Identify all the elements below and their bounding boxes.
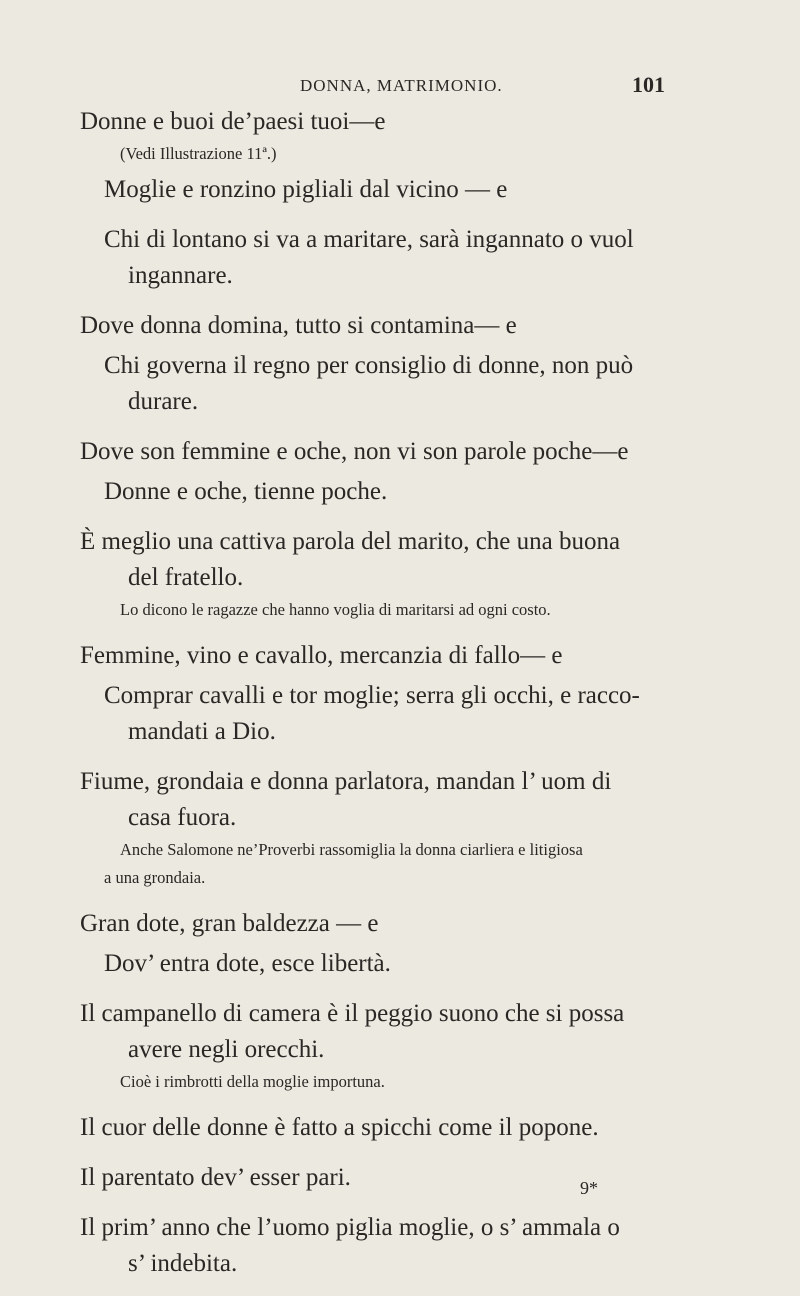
proverb-line: Gran dote, gran baldezza — e [80,910,379,937]
proverb-line: Donne e oche, tienne poche. [104,478,388,505]
proverb-note: (Vedi Illustrazione 11ª.) [120,144,277,163]
proverb-entry [80,638,700,674]
proverb-line-continued: del fratello. [128,564,244,591]
proverb-entry [80,1210,700,1282]
proverb-entry [80,104,700,168]
proverb-line-continued: ingannare. [128,262,233,289]
running-header [0,72,800,106]
proverb-line: Il prim’ anno che l’uomo piglia moglie, o s’ ammala o [80,1214,620,1241]
proverb-entry [80,474,700,510]
proverb-entry [80,308,700,344]
proverb-note: Anche Salomone ne’Proverbi rassomiglia la donna ciarliera e litigiosa [120,840,583,859]
proverb-entry [80,524,700,624]
proverb-line-continued: avere negli orecchi. [128,1036,325,1063]
proverb-line: Il campanello di camera è il peggio suono che si possa [80,1000,625,1027]
page-number: 101 [632,72,665,97]
proverb-entry [80,764,700,892]
proverb-entry [80,1110,700,1146]
header-title: DONNA, MATRIMONIO. [300,76,503,95]
proverb-note: a una grondaia. [104,868,206,887]
proverb-entry [80,172,700,208]
proverb-line: Dove donna domina, tutto si contamina— e [80,312,517,339]
proverb-entry [80,1160,700,1196]
proverb-note: Lo dicono le ragazze che hanno voglia di maritarsi ad ogni costo. [120,600,551,619]
proverb-line: Moglie e ronzino pigliali dal vicino — e [104,176,508,203]
proverb-entry [80,222,700,294]
proverb-line: Comprar cavalli e tor moglie; serra gli occhi, e racco- [104,682,640,709]
proverb-entry [80,996,700,1096]
proverb-line-continued: durare. [128,388,199,415]
proverb-entry [80,906,700,942]
proverb-line: È meglio una cattiva parola del marito, che una buona [80,528,621,555]
proverb-line: Dov’ entra dote, esce libertà. [104,950,391,977]
proverb-line-continued: mandati a Dio. [128,718,276,745]
proverb-list [80,104,700,1296]
proverb-line: Chi di lontano si va a maritare, sarà ingannato o vuol [104,226,634,253]
proverb-line-continued: s’ indebita. [128,1250,238,1277]
printer-signature: 9* [580,1178,598,1198]
proverb-entry [80,946,700,982]
proverb-line: Chi governa il regno per consiglio di donne, non può [104,352,634,379]
proverb-entry [80,434,700,470]
proverb-line: Femmine, vino e cavallo, mercanzia di fallo— e [80,642,563,669]
proverb-line: Fiume, grondaia e donna parlatora, mandan l’ uom di [80,768,612,795]
proverb-entry [80,348,700,420]
proverb-line: Dove son femmine e oche, non vi son parole poche—e [80,438,629,465]
proverb-line-continued: casa fuora. [128,804,237,831]
proverb-entry [80,678,700,750]
proverb-line: Il cuor delle donne è fatto a spicchi come il popone. [80,1114,599,1141]
proverb-line: Il parentato dev’ esser pari. [80,1164,351,1191]
proverb-note: Cioè i rimbrotti della moglie importuna. [120,1072,385,1091]
proverb-line: Donne e buoi de’paesi tuoi—e [80,108,386,135]
